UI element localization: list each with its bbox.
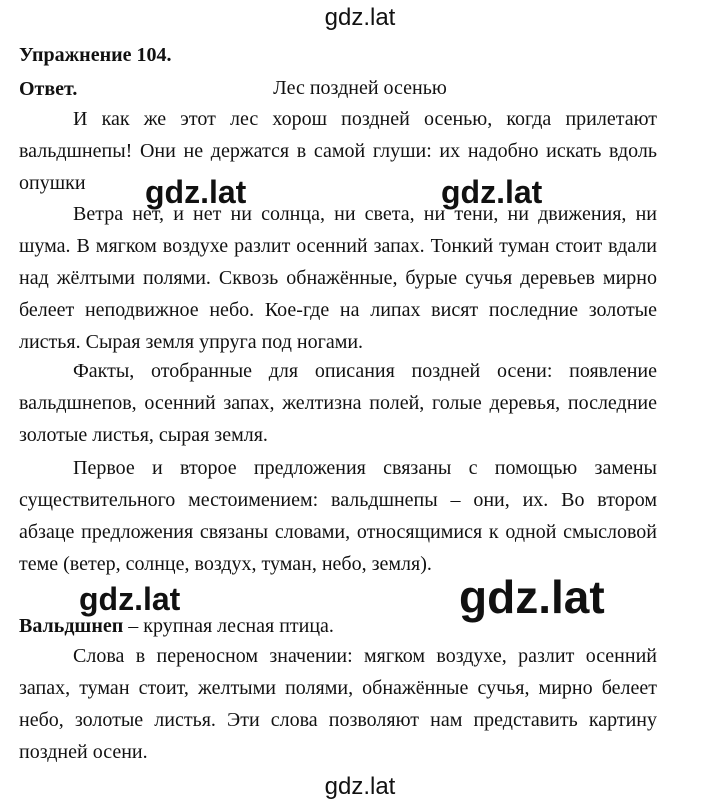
watermark-overlay-2: gdz.lat — [441, 174, 543, 210]
exercise-heading: Упражнение 104. — [19, 44, 172, 66]
watermark-overlay-1: gdz.lat — [145, 174, 247, 210]
paragraph-3: Факты, отобранные для описания поздней осени: появление вальдшнепов, осенний запах, желтизна полей, голые деревья, последние золотые листья, сырая земля. — [19, 360, 657, 446]
watermark-overlay-3: gdz.lat — [79, 581, 181, 617]
paragraph-2: Ветра нет, и нет ни солнца, ни света, ни тени, ни движения, ни шума. В мягком воздухе разлит осенний запах. Тонкий туман стоит вдали над жёлтыми полями. Сквозь обнажённые, бурые сучья деревьев мирно белеет неподвижное небо. Кое-где на липах висят последние золотые листья. Сырая земля упруга под ногами. — [19, 203, 657, 353]
text-title: Лес поздней осенью — [273, 77, 447, 99]
definition-text: – крупная лесная птица. — [123, 615, 334, 637]
paragraph-6: Слова в переносном значении: мягком воздухе, разлит осенний запах, туман стоит, желтыми полями, обнажённые сучья, мирно белеет небо, золотые листья. Эти слова позволяют нам представить картину поздней осени. — [19, 645, 657, 763]
paragraph-4: Первое и второе предложения связаны с помощью замены существительного местоимением: вальдшнепы – они, их. Во втором абзаце предложения связаны словами, относящимися к одной смысловой теме (ветер, солнце, воздух, туман, небо, земля). — [19, 457, 657, 575]
definition-term: Вальдшнеп — [19, 615, 124, 637]
watermark-top: gdz.lat — [324, 4, 396, 31]
answer-label: Ответ. — [19, 78, 78, 100]
watermark-overlay-4: gdz.lat — [459, 571, 605, 623]
watermark-bottom: gdz.lat — [324, 773, 396, 800]
paragraph-1: И как же этот лес хорош поздней осенью, когда прилетают вальдшнепы! Они не держатся в самой глуши: их надобно искать вдоль опушки — [19, 108, 657, 194]
